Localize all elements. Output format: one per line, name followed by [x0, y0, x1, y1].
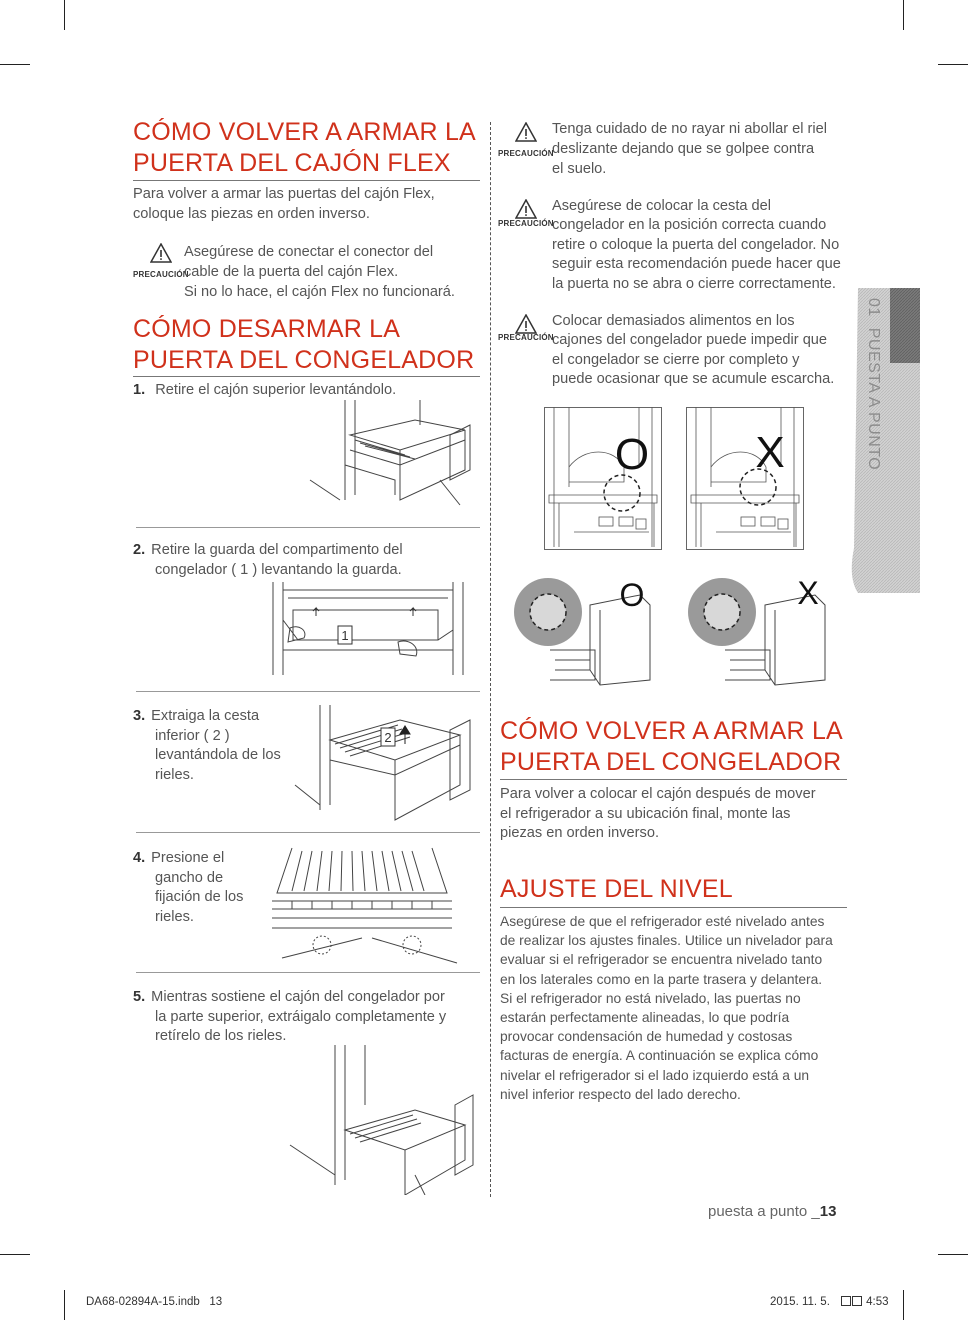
step-text: la parte superior, extráigalo completamente y	[155, 1008, 447, 1025]
body-line: Asegúrese de colocar la cesta del	[552, 198, 772, 214]
title-line: PUERTA DEL CONGELADOR	[500, 748, 842, 776]
caution-label: PRECAUCIÓN	[133, 270, 189, 279]
step-number: 2.	[133, 542, 146, 558]
body-line: deslizante dejando que se golpee contra	[552, 141, 815, 157]
tab-number: 01	[865, 298, 882, 317]
step-number: 5.	[133, 989, 146, 1005]
body-line: Si el refrigerador no está nivelado, las puertas no	[500, 990, 801, 1006]
column-separator	[490, 122, 491, 1197]
door-wrong-illustration	[680, 570, 840, 690]
step-text: congelador ( 1 ) levantando la guarda.	[155, 561, 402, 578]
caution-text-1a	[552, 120, 827, 140]
caution-text-1b	[552, 140, 814, 179]
body-line: cajones del congelador puede impedir que	[552, 332, 828, 348]
step-text: inferior ( 2 )	[155, 727, 230, 744]
level-body	[500, 912, 833, 1104]
body-line: el congelador se cierre por completo y	[552, 351, 800, 368]
section-title-flex	[133, 117, 476, 179]
body-line: el refrigerador a su ubicación final, monte las	[500, 805, 791, 822]
body-line: Tenga cuidado de no rayar ni abollar el riel	[552, 121, 828, 137]
step-text: fijación de los	[155, 889, 244, 905]
step-text: retírelo de los rieles.	[155, 1028, 287, 1044]
step-5	[133, 988, 446, 1047]
correct-symbol: O	[619, 577, 645, 613]
page-number	[708, 1203, 836, 1220]
footer-time: 4:53	[866, 1296, 889, 1308]
flex-caution-text	[184, 243, 433, 263]
step-number: 1.	[133, 382, 146, 398]
page-label: puesta a punto _	[708, 1203, 820, 1220]
clock-box-icon	[852, 1296, 862, 1306]
body-line: la puerta no se abra o cierre correctamente.	[552, 275, 836, 292]
section-title-level	[500, 874, 733, 905]
lower-basket-illustration	[290, 700, 475, 825]
flex-body	[133, 185, 435, 224]
page-number-value: 13	[819, 1203, 837, 1220]
body-line: evaluar si el refrigerador se encuentra nivelado tanto	[500, 952, 823, 968]
title-rule	[133, 180, 480, 181]
step-divider	[136, 972, 480, 973]
title-line: CÓMO DESARMAR LA	[133, 315, 401, 343]
step-divider	[136, 691, 480, 692]
body-line: Asegúrese de que el refrigerador esté nivelado antes	[500, 914, 825, 929]
title-line: PUERTA DEL CAJÓN FLEX	[133, 149, 451, 177]
body-line: Si no lo hace, el cajón Flex no funcionará.	[184, 283, 455, 300]
title-rule	[500, 907, 847, 908]
step-divider	[136, 832, 480, 833]
step-text: levantándola de los	[155, 747, 281, 763]
step-text: Extraiga la cesta	[151, 708, 260, 724]
footer-filename: DA68-02894A-15.indb 13	[86, 1296, 223, 1308]
body-line: nivel inferior respecto del lado derecho.	[500, 1086, 741, 1102]
callout-1: 1	[341, 628, 349, 643]
body-line: coloque las piezas en orden inverso.	[133, 205, 370, 222]
crop-mark	[938, 1254, 968, 1255]
tab-label: PUESTA A PUNTO	[865, 327, 882, 471]
flex-caution-text-2	[184, 263, 455, 302]
crop-mark	[0, 1254, 30, 1255]
body-line: piezas en orden inverso.	[500, 825, 660, 841]
door-correct-illustration	[510, 570, 660, 690]
caution-label: PRECAUCIÓN	[498, 333, 554, 342]
step-text: Retire el cajón superior levantándolo.	[155, 382, 397, 398]
callout-2: 2	[384, 730, 392, 745]
title-rule	[133, 376, 480, 377]
step-divider	[136, 527, 480, 528]
body-line: congelador en la posición correcta cuando	[552, 217, 827, 233]
section-title-disarm	[133, 314, 474, 376]
caution-text-2a	[552, 197, 771, 217]
clock-box-icon	[841, 1296, 851, 1306]
crop-mark	[903, 1290, 904, 1320]
step-text: rieles.	[155, 908, 194, 925]
body-line: retire o coloque la puerta del congelador. No	[552, 236, 840, 253]
crop-mark	[903, 0, 904, 30]
wrong-symbol: X	[797, 575, 819, 611]
title-line: AJUSTE DEL NIVEL	[500, 875, 733, 903]
caution-text-3b	[552, 331, 834, 390]
caution-text-2b	[552, 216, 841, 294]
correct-symbol: O	[614, 430, 650, 479]
step-text: Mientras sostiene el cajón del congelador por	[151, 989, 445, 1005]
warning-triangle-icon	[515, 199, 537, 219]
body-line: puede ocasionar que se acumule escarcha.	[552, 371, 835, 387]
footer-date: 2015. 11. 5.	[770, 1296, 830, 1308]
title-line: PUERTA DEL CONGELADOR	[133, 346, 475, 374]
body-line: Para volver a colocar el cajón después de mover	[500, 786, 816, 802]
title-line: CÓMO VOLVER A ARMAR LA	[133, 118, 476, 146]
remove-upper-drawer-illustration	[300, 395, 475, 510]
section-title-reassemble	[500, 716, 843, 778]
caution-label: PRECAUCIÓN	[498, 219, 554, 228]
rail-hook-illustration	[262, 843, 462, 973]
warning-triangle-icon	[515, 314, 537, 334]
body-line: Para volver a armar las puertas del cajón Flex,	[133, 186, 435, 202]
title-line: CÓMO VOLVER A ARMAR LA	[500, 717, 843, 745]
body-line: Asegúrese de conectar el conector del	[184, 244, 434, 260]
warning-triangle-icon	[150, 243, 172, 263]
body-line: seguir esta recomendación puede hacer que	[552, 256, 841, 272]
crop-mark	[0, 64, 30, 65]
warning-triangle-icon	[515, 122, 537, 142]
body-line: Colocar demasiados alimentos en los	[552, 313, 795, 329]
step-number: 3.	[133, 708, 146, 724]
step-3	[133, 707, 281, 785]
title-rule	[500, 779, 847, 780]
caution-label: PRECAUCIÓN	[498, 149, 554, 158]
crop-mark	[64, 0, 65, 30]
footer-timestamp	[770, 1296, 889, 1308]
body-line: facturas de energía. A continuación se explica cómo	[500, 1048, 819, 1064]
step-2	[133, 541, 403, 580]
reassemble-body	[500, 785, 816, 844]
step-text: Presione el	[151, 850, 225, 866]
body-line: estarán perfectamente alineadas, lo que podría	[500, 1010, 790, 1026]
remove-freezer-drawer-illustration	[285, 1045, 475, 1195]
body-line: de realizar los ajustes finales. Utilice un nivelador para	[500, 933, 833, 949]
basket-wrong-illustration	[686, 407, 804, 550]
body-line: cable de la puerta del cajón Flex.	[184, 264, 399, 280]
caution-text-3a	[552, 312, 795, 332]
freezer-guard-illustration	[268, 580, 468, 680]
step-text: gancho de	[155, 869, 224, 886]
step-number: 4.	[133, 850, 146, 866]
step-4	[133, 849, 243, 927]
step-text: Retire la guarda del compartimento del	[151, 542, 403, 558]
crop-mark	[64, 1290, 65, 1320]
body-line: en los laterales como en la parte trasera y delantera.	[500, 971, 823, 987]
body-line: provocar condensación de humedad y costosas	[500, 1029, 793, 1045]
body-line: el suelo.	[552, 160, 607, 177]
crop-mark	[938, 64, 968, 65]
basket-correct-illustration	[544, 407, 662, 550]
wrong-symbol: X	[755, 428, 785, 477]
body-line: nivelar el refrigerador si el lado izquierdo está a un	[500, 1067, 810, 1083]
step-text: rieles.	[155, 766, 194, 783]
chapter-side-tab	[848, 288, 920, 593]
